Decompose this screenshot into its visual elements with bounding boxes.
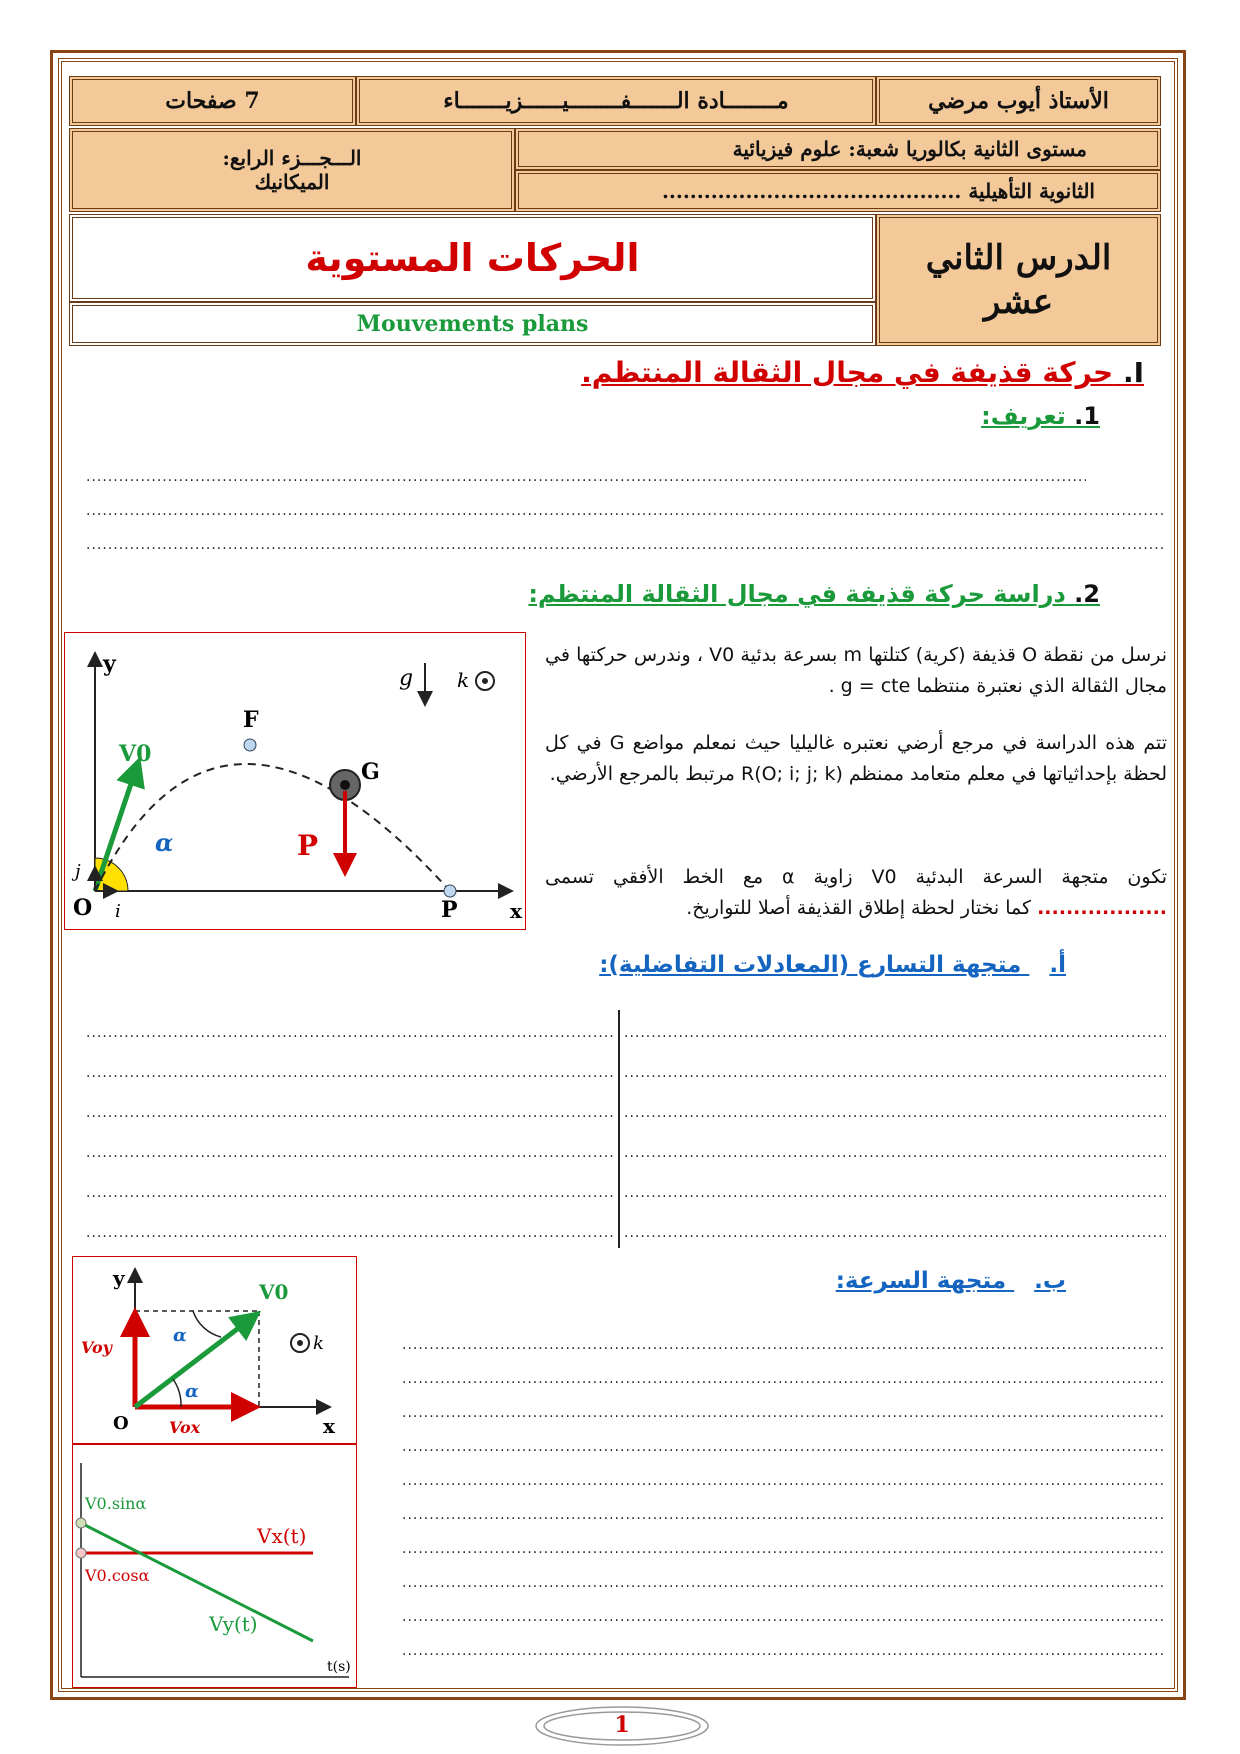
paragraph-3 (545, 862, 1167, 924)
v0-label: V0 (119, 741, 152, 767)
writing-line[interactable] (402, 1642, 1166, 1660)
writing-line[interactable] (86, 1064, 616, 1082)
writing-line[interactable] (624, 1184, 1166, 1202)
alpha-label-2: α (173, 1325, 187, 1346)
trajectory-figure (64, 632, 526, 930)
velocity-components-figure (72, 1256, 357, 1444)
writing-line[interactable] (402, 1574, 1166, 1592)
t-axis-label: t(s) (327, 1659, 351, 1675)
sub-2-title: دراسة حركة قذيفة في مجال الثقالة المنتظم: (528, 580, 1066, 608)
fill-blank[interactable]: .................. (1037, 897, 1167, 919)
lesson-title-ar: الحركات المستوية (305, 236, 640, 280)
paragraph-3-text-b: كما نختار لحظة إطلاق القذيفة أصلا للتواريخ. (686, 897, 1032, 919)
writing-line[interactable] (624, 1104, 1166, 1122)
i-label: i (115, 901, 121, 922)
vox-label: Vox (169, 1418, 201, 1437)
p-point-label: P (441, 897, 458, 923)
j-label: j (75, 861, 81, 882)
part-a-title: متجهة التسارع (المعادلات التفاضلية): (599, 952, 1022, 978)
part-b-title: متجهة السرعة: (835, 1268, 1007, 1294)
section-1-number: I. (1122, 356, 1144, 389)
part-b-letter: ب. (1034, 1268, 1066, 1294)
writing-line[interactable] (402, 1336, 1166, 1354)
alpha-label: α (155, 828, 174, 857)
school-cell (515, 170, 1161, 212)
k-label: k (457, 668, 470, 692)
writing-line[interactable] (86, 1184, 616, 1202)
teacher-cell (876, 76, 1161, 126)
writing-line[interactable] (86, 536, 1166, 554)
vertical-divider (618, 1010, 620, 1248)
vy-label: Vy(t) (209, 1612, 258, 1636)
v0cos-label: V0.cosα (85, 1566, 150, 1585)
lesson-label: الدرس الثاني (925, 238, 1112, 278)
part-cell (69, 128, 515, 212)
point-f (244, 739, 256, 751)
writing-line[interactable] (402, 1506, 1166, 1524)
sub-2-number: 2. (1074, 580, 1100, 608)
v0-label: V0 (259, 1280, 289, 1304)
section-1-heading (581, 356, 1144, 389)
trajectory-diagram (65, 633, 527, 931)
origin-label: O (73, 895, 93, 921)
writing-line[interactable] (402, 1608, 1166, 1626)
writing-line[interactable] (402, 1472, 1166, 1490)
point-p (444, 885, 456, 897)
pages-count: 7 صفحات (165, 88, 260, 114)
velocity-components-diagram (73, 1257, 358, 1445)
sub-2-heading (528, 580, 1100, 608)
writing-line[interactable] (86, 468, 1086, 486)
alpha-label-1: α (185, 1381, 199, 1402)
writing-line[interactable] (624, 1064, 1166, 1082)
writing-line[interactable] (624, 1144, 1166, 1162)
subject-title: مــــــــادة الـــــــفــــــــيــــــزيـــــــاء (443, 88, 789, 114)
writing-line[interactable] (86, 1104, 616, 1122)
level-cell (515, 128, 1161, 170)
writing-line[interactable] (402, 1404, 1166, 1422)
sub-1-number: 1. (1074, 402, 1100, 430)
f-label: F (243, 707, 259, 733)
writing-line[interactable] (624, 1024, 1166, 1042)
school-text: الثانوية التأهيلية ........................................... (661, 179, 1095, 203)
velocity-graph (73, 1445, 358, 1689)
writing-line[interactable] (402, 1540, 1166, 1558)
page-number-badge (532, 1704, 712, 1748)
projectile-center (340, 780, 350, 790)
g-field-label: g (399, 666, 414, 691)
paragraph-2 (545, 728, 1167, 790)
paragraph-1-text: نرسل من نقطة O قذيفة (كرية) كتلتها m بسرعة بدئية V0 ، وندرس حركتها في مجال الثقالة الذي نعتبرة منتظما g = cte . (545, 644, 1167, 697)
writing-line[interactable] (86, 1024, 616, 1042)
weight-label: P (297, 829, 319, 862)
part-label: الـــجـــزء الرابع: (222, 146, 362, 170)
paragraph-3-text-a: تكون متجهة السرعة البدئية V0 زاوية α مع الخط الأفقي تسمى (545, 866, 1167, 888)
vx-label: Vx(t) (257, 1524, 307, 1548)
writing-line[interactable] (86, 502, 1166, 520)
writing-line[interactable] (624, 1224, 1166, 1242)
velocity-graph-figure (72, 1444, 357, 1688)
part-b-heading (836, 1268, 1066, 1294)
writing-line[interactable] (402, 1370, 1166, 1388)
teacher-name: الأستاذ أيوب مرضي (928, 88, 1109, 114)
g-point-label: G (361, 759, 380, 785)
paragraph-1 (545, 640, 1167, 702)
x-label: x (323, 1414, 335, 1438)
lesson-cell (876, 214, 1161, 346)
part-a-heading (599, 952, 1066, 978)
sub-1-title: تعريف: (981, 402, 1066, 430)
origin-label: O (113, 1413, 129, 1434)
writing-line[interactable] (86, 1144, 616, 1162)
v0sin-label: V0.sinα (85, 1494, 147, 1513)
lesson-label-2: عشر (983, 282, 1054, 322)
writing-line[interactable] (86, 1224, 616, 1242)
subject-cell (356, 76, 876, 126)
title-cell (69, 214, 876, 302)
lesson-title-fr: Mouvements plans (356, 311, 589, 337)
level-text: مستوى الثانية بكالوريا شعبة: علوم فيزيائية (732, 137, 1087, 161)
part-a-letter: أ. (1049, 952, 1066, 978)
section-1-title: حركة قذيفة في مجال الثقالة المنتظم. (581, 356, 1114, 389)
y-label: y (103, 651, 116, 677)
page-number: 1 (614, 1712, 630, 1738)
paragraph-2-text: تتم هذه الدراسة في مرجع أرضي نعتبره غاليليا حيث نمعلم مواضع G في كل لحظة بإحداثياتها في معلم متعامد ممنظم R(O; i; j; k) مرتبط بالمرجع الأرضي. (545, 732, 1167, 785)
writing-line[interactable] (402, 1438, 1166, 1456)
k-label: k (313, 1333, 324, 1354)
sub-1-heading (981, 402, 1100, 430)
part-name: الميكانيك (254, 170, 330, 194)
pages-cell (69, 76, 356, 126)
title-fr-cell (69, 302, 876, 346)
x-label: x (510, 899, 522, 923)
voy-label: Voy (81, 1338, 112, 1357)
trajectory-curve (95, 764, 450, 891)
y-label: y (113, 1266, 125, 1290)
